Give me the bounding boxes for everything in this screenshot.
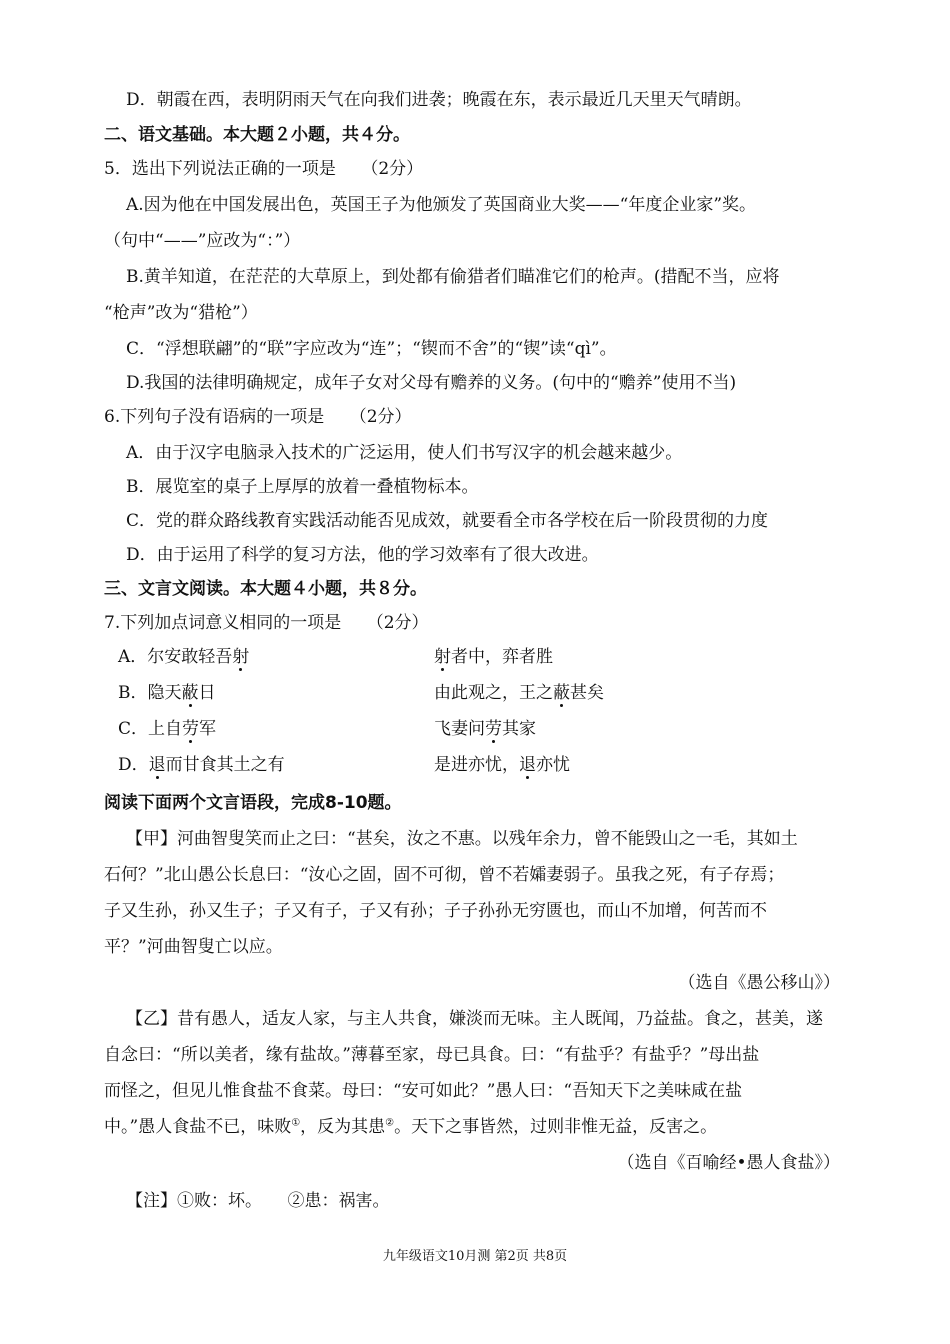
passage-yi-line4: 中。”愚人食盐不已，味败①，反为其患②。天下之事皆然，过则非惟无益，反害之。	[104, 1117, 718, 1137]
section-2-heading: 二、语文基础。本大题２小题，共４分。	[104, 125, 410, 145]
q6-option-d: D．由于运用了科学的复习方法，他的学习效率有了很大改进。	[126, 545, 599, 565]
passage-yi-line2: 自念曰：“所以美者，缘有盐故。”薄暮至家，母已具食。曰：“有盐乎？有盐乎？”母出盐	[104, 1045, 760, 1065]
passage-jia-line1: 【甲】河曲智叟笑而止之曰：“甚矣，汝之不惠。以残年余力，曾不能毁山之一毛，其如土	[126, 829, 798, 849]
q7-option-a-left: A．尔安敢轻吾射	[118, 647, 250, 667]
q7-option-a-right: 射者中，弈者胜	[434, 647, 553, 667]
q5-option-b-line2: “枪声”改为“猎枪”）	[104, 303, 258, 323]
emphasis-dot-char: 劳	[182, 719, 200, 739]
q7-option-c-left: C．上自劳军	[118, 719, 217, 739]
reading-intro: 阅读下面两个文言语段，完成8-10题。	[104, 793, 402, 813]
q5-option-b-line1: B.黄羊知道，在茫茫的大草原上，到处都有偷猎者们瞄准它们的枪声。(措配不当，应将	[126, 267, 780, 287]
passage-jia-line3: 子又生孙，孙又生子；子又有子，子又有孙；子子孙孙无穷匮也，而山不加增，何苦而不	[104, 901, 767, 921]
question-7: 7.下列加点词意义相同的一项是 （2分）	[104, 613, 429, 633]
emphasis-dot-char: 劳	[485, 719, 502, 739]
q4-option-d: D．朝霞在西，表明阴雨天气在向我们进袭；晚霞在东，表示最近几天里天气晴朗。	[126, 90, 752, 110]
q7-option-d-left: D．退而甘食其土之有	[118, 755, 285, 775]
emphasis-dot-char: 退	[519, 755, 536, 775]
q5-option-c: C．“浮想联翩”的“联”字应改为“连”；“锲而不舍”的“锲”读“qì”。	[126, 339, 617, 359]
passage-yi-line3: 而怪之，但见儿惟食盐不食菜。母曰：“安可如此？”愚人曰：“吾知天下之美味咸在盐	[104, 1081, 743, 1101]
emphasis-dot-char: 射	[434, 647, 451, 667]
q6-option-b: B．展览室的桌子上厚厚的放着一叠植物标本。	[126, 477, 479, 497]
q5-option-a-line2: （句中“——”应改为“：”）	[104, 231, 301, 251]
passage-jia-line4: 平？”河曲智叟亡以应。	[104, 937, 283, 957]
footnote-marker-2: ②	[385, 1117, 395, 1129]
page-footer: 九年级语文10月测 第2页 共8页	[382, 1249, 568, 1264]
q5-option-a-line1: A.因为他在中国发展出色，英国王子为他颁发了英国商业大奖——“年度企业家”奖。	[126, 195, 757, 215]
passage-yi-source: （选自《百喻经•愚人食盐》）	[617, 1153, 840, 1173]
passage-jia-source: （选自《愚公移山》）	[678, 973, 840, 993]
q7-option-b-left: B．隐天蔽日	[118, 683, 216, 703]
q6-option-a: A．由于汉字电脑录入技术的广泛运用，使人们书写汉字的机会越来越少。	[126, 443, 683, 463]
section-3-heading: 三、文言文阅读。本大题４小题，共８分。	[104, 579, 427, 599]
emphasis-dot-char: 退	[148, 755, 166, 775]
q7-option-b-right: 由此观之，王之蔽甚矣	[434, 683, 604, 703]
footnote-line: 【注】①败：坏。 ②患：祸害。	[126, 1191, 390, 1211]
emphasis-dot-char: 蔽	[181, 683, 199, 703]
footnote-marker-1: ①	[291, 1117, 301, 1129]
passage-yi-line1: 【乙】昔有愚人，适友人家，与主人共食，嫌淡而无味。主人既闻，乃益盐。食之，甚美，遂	[126, 1009, 823, 1029]
q7-option-d-right: 是进亦忧，退亦忧	[434, 755, 570, 775]
question-6: 6.下列句子没有语病的一项是 （2分）	[104, 407, 412, 427]
emphasis-dot-char: 蔽	[553, 683, 570, 703]
q5-option-d: D.我国的法律明确规定，成年子女对父母有赡养的义务。(句中的“赡养”使用不当)	[126, 373, 737, 393]
passage-jia-line2: 石何？”北山愚公长息曰：“汝心之固，固不可彻，曾不若孀妻弱子。虽我之死，有子存焉；	[104, 865, 785, 885]
q7-option-c-right: 飞妻问劳其家	[434, 719, 536, 739]
question-5: 5．选出下列说法正确的一项是 （2分）	[104, 159, 424, 179]
emphasis-dot-char: 射	[232, 647, 250, 667]
q6-option-c: C．党的群众路线教育实践活动能否见成效，就要看全市各学校在后一阶段贯彻的力度	[126, 511, 769, 531]
